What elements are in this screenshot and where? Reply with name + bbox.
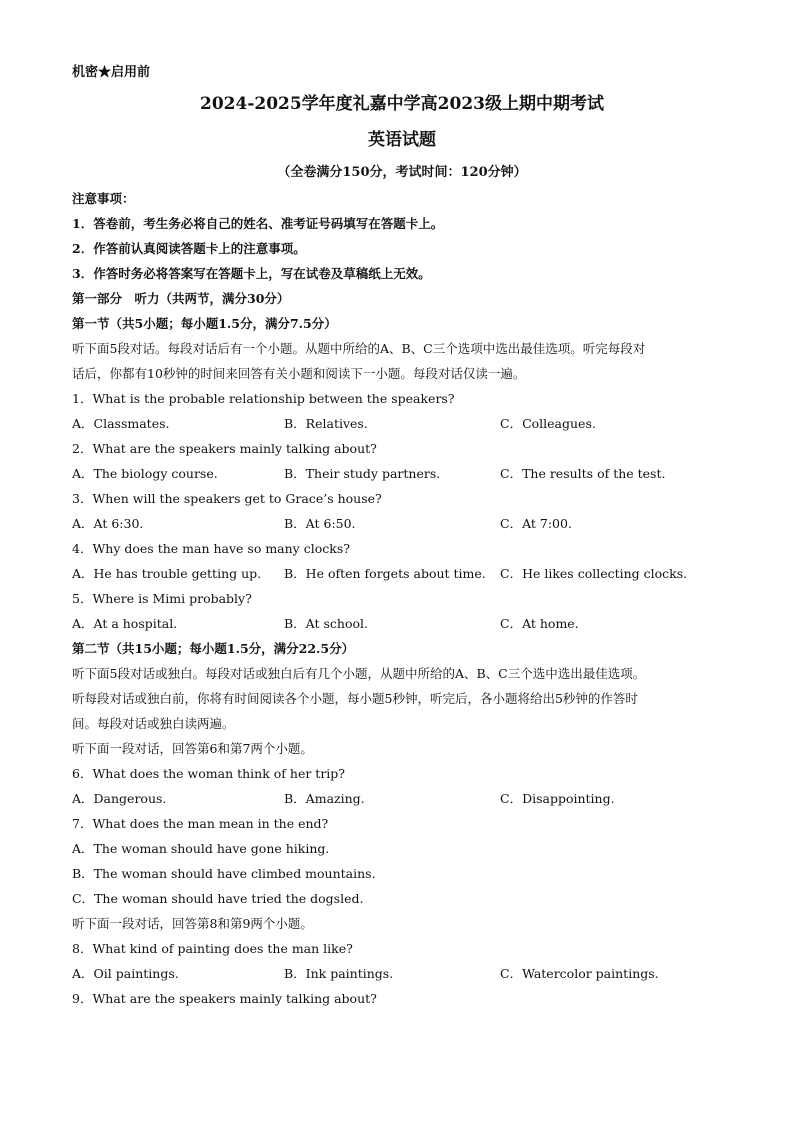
option-c: C．Watercolor paintings. bbox=[500, 966, 659, 981]
question-4: 4．Why does the man have so many clocks? bbox=[72, 541, 350, 556]
section1-instruction: 听下面5段对话。每段对话后有一个小题。从题中所给的A、B、C三个选项中选出最佳选项。听完每段对 bbox=[72, 341, 646, 356]
option-a: A．Classmates. bbox=[72, 416, 170, 431]
question-1: 1．What is the probable relationship between the speakers? bbox=[72, 391, 455, 406]
section1-heading: 第一节（共5小题；每小题1.5分，满分7.5分） bbox=[72, 316, 337, 331]
question-6: 6．What does the woman think of her trip? bbox=[72, 766, 346, 781]
option-b: B．Ink paintings. bbox=[284, 966, 394, 981]
option-c: C．He likes collecting clocks. bbox=[500, 566, 688, 581]
note-item: 2．作答前认真阅读答题卡上的注意事项。 bbox=[72, 241, 306, 256]
note-item: 1．答卷前，考生务必将自己的姓名、准考证号码填写在答题卡上。 bbox=[72, 216, 444, 231]
options-6 bbox=[72, 786, 732, 811]
option-b: B．Amazing. bbox=[284, 791, 365, 806]
option-b: B．He often forgets about time. bbox=[284, 566, 486, 581]
exam-info: （全卷满分150分，考试时间：120分钟） bbox=[277, 165, 527, 180]
section1-instruction: 话后，你都有10秒钟的时间来回答有关小题和阅读下一小题。每段对话仅读一遍。 bbox=[72, 366, 526, 381]
question-8: 8．What kind of painting does the man like? bbox=[72, 941, 353, 956]
option-a: A．At a hospital. bbox=[72, 616, 178, 631]
option-b: B．At school. bbox=[284, 616, 368, 631]
options-1 bbox=[72, 411, 732, 436]
section2-instruction: 听下面5段对话或独白。每段对话或独白后有几个小题，从题中所给的A、B、C三个选中选出最佳选项。 bbox=[72, 666, 646, 681]
options-2 bbox=[72, 461, 732, 486]
option-c: C．Disappointing. bbox=[500, 791, 615, 806]
options-3 bbox=[72, 511, 732, 536]
option-c: C．Colleagues. bbox=[500, 416, 596, 431]
options-5 bbox=[72, 611, 732, 636]
exam-page bbox=[72, 62, 732, 1011]
option-c: C．The results of the test. bbox=[500, 466, 666, 481]
options-8 bbox=[72, 961, 732, 986]
option-c: C．At home. bbox=[500, 616, 579, 631]
option-b: B．At 6:50. bbox=[284, 516, 356, 531]
notes-heading: 注意事项： bbox=[72, 191, 135, 206]
option-a: A．The woman should have gone hiking. bbox=[72, 841, 330, 856]
section2-instruction: 听每段对话或独白前，你将有时间阅读各个小题，每小题5秒钟，听完后，各小题将给出5秒钟的作答时 bbox=[72, 691, 638, 706]
option-c: C．The woman should have tried the dogsled. bbox=[72, 891, 364, 906]
option-b: B．Relatives. bbox=[284, 416, 368, 431]
option-c: C．At 7:00. bbox=[500, 516, 572, 531]
question-7: 7．What does the man mean in the end? bbox=[72, 816, 329, 831]
option-b: B．The woman should have climbed mountains. bbox=[72, 866, 376, 881]
question-9: 9．What are the speakers mainly talking about? bbox=[72, 991, 377, 1006]
option-a: A．The biology course. bbox=[72, 466, 218, 481]
option-a: A．He has trouble getting up. bbox=[72, 566, 262, 581]
dialog-intro: 听下面一段对话，回答第8和第9两个小题。 bbox=[72, 916, 313, 931]
question-3: 3．When will the speakers get to Grace’s house? bbox=[72, 491, 382, 506]
section2-instruction: 间。每段对话或独白读两遍。 bbox=[72, 716, 235, 731]
part1-heading: 第一部分 听力（共两节，满分30分） bbox=[72, 291, 290, 306]
confidential-label: 机密★启用前 bbox=[72, 65, 151, 80]
option-b: B．Their study partners. bbox=[284, 466, 441, 481]
exam-title: 2024-2025学年度礼嘉中学高2023级上期中期考试 bbox=[200, 94, 604, 114]
option-a: A．Dangerous. bbox=[72, 791, 167, 806]
note-item: 3．作答时务必将答案写在答题卡上，写在试卷及草稿纸上无效。 bbox=[72, 266, 431, 281]
dialog-intro: 听下面一段对话，回答第6和第7两个小题。 bbox=[72, 741, 313, 756]
option-a: A．At 6:30. bbox=[72, 516, 144, 531]
subject-title: 英语试题 bbox=[368, 130, 436, 150]
option-a: A．Oil paintings. bbox=[72, 966, 179, 981]
section2-heading: 第二节（共15小题；每小题1.5分，满分22.5分） bbox=[72, 641, 355, 656]
question-5: 5．Where is Mimi probably? bbox=[72, 591, 252, 606]
question-2: 2．What are the speakers mainly talking about? bbox=[72, 441, 377, 456]
options-4 bbox=[72, 561, 732, 586]
